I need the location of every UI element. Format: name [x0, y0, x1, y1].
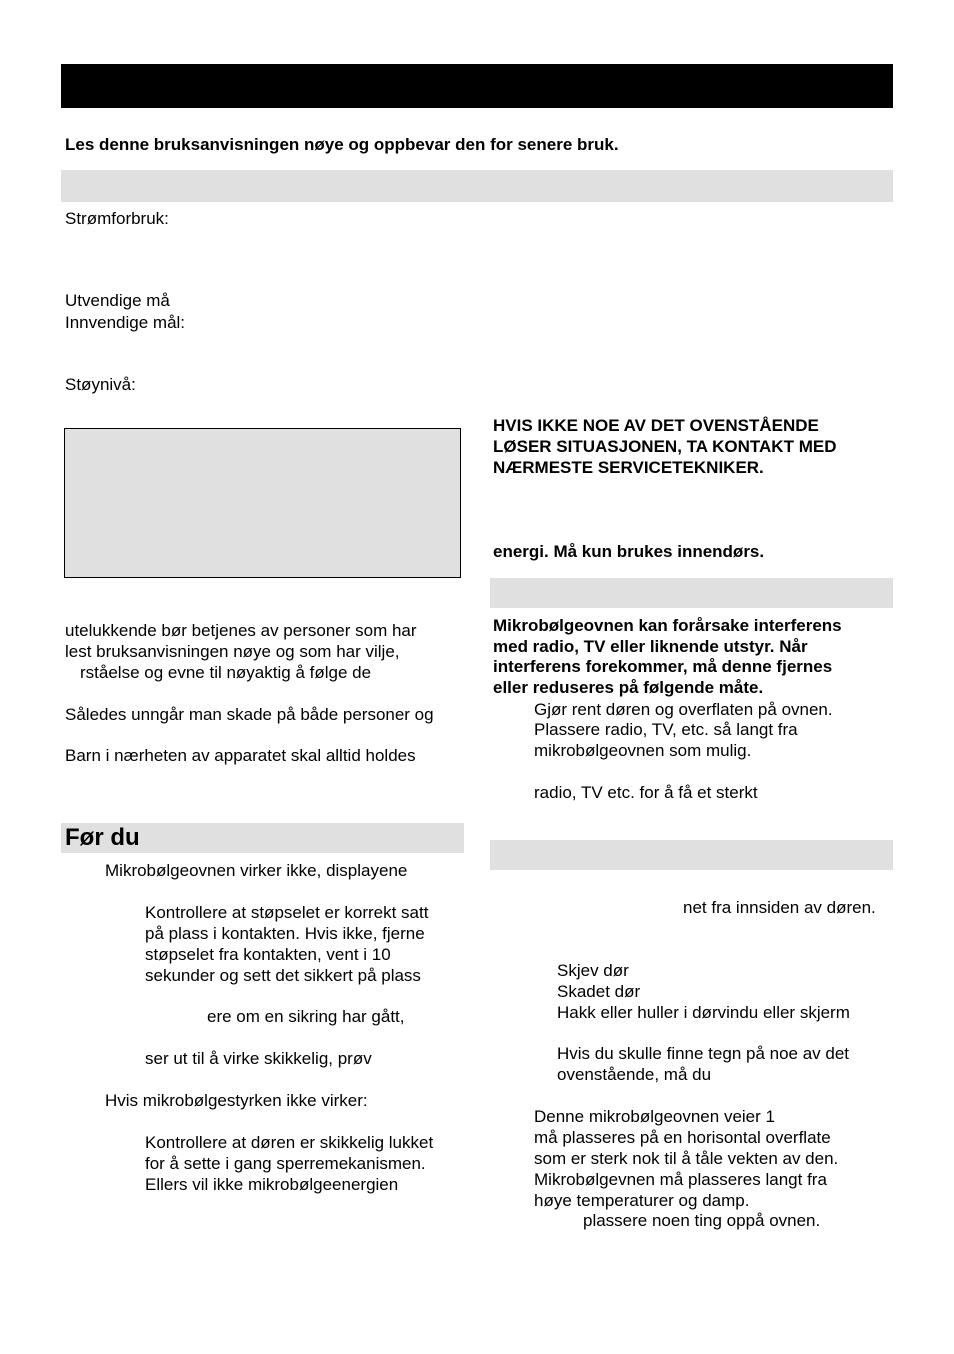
- safety-line: Barn i nærheten av apparatet skal alltid holdes: [65, 746, 416, 765]
- door-check-item: Hakk eller huller i dørvindu eller skjerm: [557, 1003, 850, 1022]
- problem-1: Mikrobølgeovnen virker ikke, displayene: [105, 861, 408, 880]
- interference-intro-line: Mikrobølgeovnen kan forårsake interferens: [493, 616, 842, 635]
- spec-inner-label: Innvendige mål:: [65, 313, 186, 332]
- door-check-item: Skadet dør: [557, 982, 641, 1001]
- contact-notice-line: HVIS IKKE NOE AV DET OVENSTÅENDE: [493, 416, 819, 435]
- solution-2-line: for å sette i gang sperremekanismen.: [145, 1154, 426, 1173]
- interference-intro-line: eller reduseres på følgende måte.: [493, 678, 764, 697]
- contact-notice-line: NÆRMESTE SERVICETEKNIKER.: [493, 458, 764, 477]
- solution-1-line: sekunder og sett det sikkert på plass: [145, 966, 421, 985]
- installation-line: Mikrobølgevnen må plasseres langt fra: [534, 1170, 827, 1189]
- problem-2: Hvis mikrobølgestyrken ikke virker:: [105, 1091, 368, 1110]
- interference-section-bar: [490, 578, 893, 608]
- interference-step: Gjør rent døren og overflaten på ovnen.: [534, 700, 833, 719]
- safety-line: lest bruksanvisningen nøye og som har vilje,: [65, 642, 400, 661]
- door-check-intro: net fra innsiden av døren.: [683, 898, 876, 917]
- solution-1-other: ser ut til å virke skikkelig, prøv: [145, 1049, 372, 1068]
- door-check-advice: Hvis du skulle finne tegn på noe av det: [557, 1044, 850, 1063]
- interference-step: Plassere radio, TV, etc. så langt fra: [534, 720, 798, 739]
- solution-2-line: Ellers vil ikke mikrobølgeenergien: [145, 1175, 399, 1194]
- solution-1-line: Kontrollere at støpselet er korrekt satt: [145, 903, 429, 922]
- header-bar: [61, 64, 893, 108]
- indoor-note: energi. Må kun brukes innendørs.: [493, 542, 765, 561]
- safety-line: Således unngår man skade på både personer og: [65, 705, 434, 724]
- installation-line: Denne mikrobølgeovnen veier 1: [534, 1107, 775, 1126]
- specs-section-bar: [61, 170, 893, 202]
- spec-outer-label: Utvendige må: [65, 291, 170, 310]
- contact-notice-line: LØSER SITUASJONEN, TA KONTAKT MED: [493, 437, 837, 456]
- intro-text: Les denne bruksanvisningen nøye og oppbevar den for senere bruk.: [65, 135, 619, 154]
- solution-1-line: støpselet fra kontakten, vent i 10: [145, 945, 391, 964]
- spec-power-label: Strømforbruk:: [65, 209, 169, 228]
- spec-noise-label: Støynivå:: [65, 375, 136, 394]
- installation-line: som er sterk nok til å tåle vekten av den.: [534, 1149, 839, 1168]
- door-check-advice: ovenstående, må du: [557, 1065, 712, 1084]
- interference-intro-line: interferens forekommer, må denne fjernes: [493, 657, 833, 676]
- installation-line: plassere noen ting oppå ovnen.: [583, 1211, 821, 1230]
- interference-intro-line: med radio, TV eller liknende utstyr. Når: [493, 637, 808, 656]
- solution-2-line: Kontrollere at døren er skikkelig lukket: [145, 1133, 434, 1152]
- door-section-bar: [490, 840, 893, 870]
- interference-step: mikrobølgeovnen som mulig.: [534, 741, 752, 760]
- notice-box: [64, 428, 461, 578]
- installation-line: høye temperaturer og damp.: [534, 1191, 750, 1210]
- installation-line: må plasseres på en horisontal overflate: [534, 1128, 831, 1147]
- solution-1-fuse: ere om en sikring har gått,: [207, 1007, 405, 1026]
- interference-step: radio, TV etc. for å få et sterkt: [534, 783, 758, 802]
- safety-line: utelukkende bør betjenes av personer som har: [65, 621, 417, 640]
- troubleshooting-heading: Før du: [65, 824, 140, 851]
- door-check-item: Skjev dør: [557, 961, 629, 980]
- safety-line: rståelse og evne til nøyaktig å følge de: [80, 663, 372, 682]
- solution-1-line: på plass i kontakten. Hvis ikke, fjerne: [145, 924, 425, 943]
